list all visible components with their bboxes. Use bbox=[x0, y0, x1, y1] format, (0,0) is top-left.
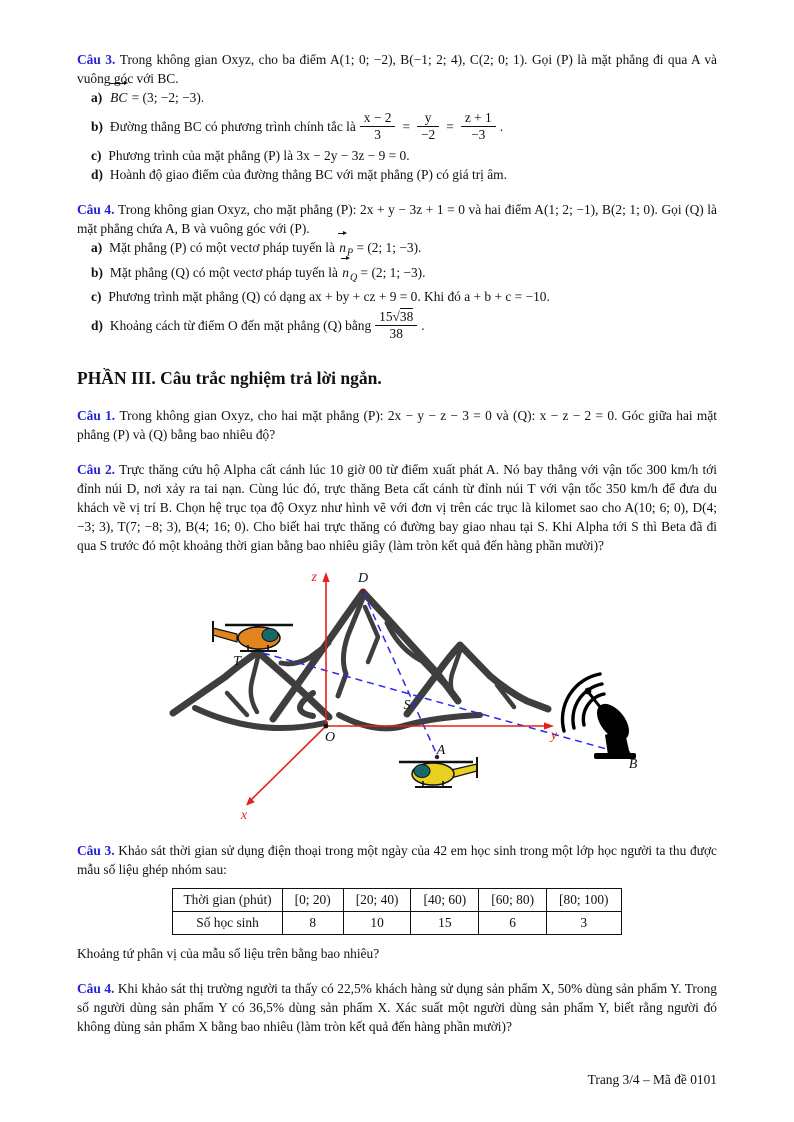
vector-arrow-icon bbox=[341, 258, 348, 259]
table-cell: 3 bbox=[547, 912, 621, 935]
question-p2-4-intro: Câu 4. Trong không gian Oxyz, cho mặt phẳng (P): 2x + y − 3z + 1 = 0 và hai điểm A(1; 2; −1), B(2; 1; 0). Gọi (Q) là mặt phẳng chứa A, B và vuông góc với (P). bbox=[77, 202, 717, 236]
item-b: b) Mặt phẳng (Q) có một vectơ pháp tuyến là $n_Q = (2$; 1; −3). bbox=[77, 263, 717, 288]
x-axis bbox=[251, 726, 326, 800]
item-c: c) Phương trình mặt phẳng (Q) có dạng ax + by + cz + 9 = 0. Khi đó a + b + c = −10. bbox=[91, 289, 550, 305]
question-p3-3: Câu 3. Khảo sát thời gian sử dụng điện thoại trong một ngày của 42 em học sinh trong một lớp học người ta thu được mẫu số liệu ghép nhóm sau: Thời gian (phút) [0; 20) [20; 40) [40; 60) [60; 80) [80; 100) Số học sinh 8 10 15 6 3 Khoảng tứ phân vị của mẫu số liệu trên bằng bao nhiêu? bbox=[77, 843, 717, 962]
vector-nP: n bbox=[338, 238, 347, 257]
table-header-cell: [0; 20) bbox=[282, 889, 343, 912]
table-row bbox=[173, 889, 621, 912]
item-a: a) Mặt phẳng (P) có một vectơ pháp tuyến là $n_P = (2$; 1; −3). bbox=[77, 238, 717, 263]
item-d: d) Khoảng cách từ điểm O đến mặt phẳng (Q) bằng $\frac{15√38}{38}$ . bbox=[91, 309, 425, 342]
item-a: a) BC = (3; −2; −3). bbox=[77, 88, 717, 107]
question-p3-2: Câu 2. Trực thăng cứu hộ Alpha cất cánh lúc 10 giờ 00 từ điểm xuất phát A. Nó bay thẳng với vận tốc 300 km/h tới đỉnh núi D, nơi xảy ra tai nạn. Cùng lúc đó, trực thăng Beta cất cánh từ đỉnh núi T với vận tốc 350 km/h để đưa du khách về vị trí B. Chọn hệ trục tọa độ Oxyz như hình vẽ với đơn vị trên các trục là kilomet sao cho A(10; 6; 0), D(4; −3; 3), T(7; −8; 3), B(4; 16; 0). Cho biết hai trực thăng có đường bay giao nhau tại S. Khi Alpha tới S thì Beta đã đi qua S trước đó một khoảng thời gian bằng bao nhiêu giây (làm tròn kết quả đến hàng phần mười)? bbox=[77, 462, 717, 554]
table-cell: 10 bbox=[343, 912, 411, 935]
vector-nQ: n bbox=[341, 263, 350, 282]
fraction-1: $\frac{x - 2}{3}$ bbox=[360, 110, 396, 143]
table-cell: 8 bbox=[282, 912, 343, 935]
question-label: Câu 3. bbox=[77, 843, 115, 859]
axis-label-z: z bbox=[311, 570, 317, 586]
question-label: Câu 2. bbox=[77, 462, 115, 478]
question-p2-3-intro: Câu 3. Trong không gian Oxyz, cho ba điểm A(1; 0; −2), B(−1; 2; 4), C(2; 0; 1). Gọi (P) là mặt phẳng đi qua A và vuông góc với BC. bbox=[77, 52, 717, 86]
vector-arrow-icon bbox=[109, 83, 126, 84]
table-cell: Số học sinh bbox=[173, 912, 282, 935]
question-p2-3 bbox=[77, 50, 717, 184]
label-O: O bbox=[324, 730, 336, 746]
flight-paths bbox=[263, 592, 628, 755]
table-header-cell: Thời gian (phút) bbox=[173, 889, 282, 912]
question-p3-4: Câu 4. Khi khảo sát thị trường người ta thấy có 22,5% khách hàng sử dụng sản phẩm X, 50% dùng sản phẩm Y. Trong số người dùng sản phẩm Y có 36,5% dùng sản phẩm X. Xác suất một người dùng sản phẩm Y, biết rằng người đó không dùng sản phẩm X bằng bao nhiêu (làm tròn kết quả đến hàng phần mười)? bbox=[77, 981, 717, 1035]
label-T: T bbox=[233, 654, 241, 670]
frequency-table bbox=[172, 888, 621, 935]
axis-label-x: x bbox=[240, 808, 248, 824]
axis-label-y: y bbox=[550, 728, 558, 744]
table-header-cell: [40; 60) bbox=[411, 889, 479, 912]
point-O bbox=[324, 724, 329, 729]
question-p2-4 bbox=[77, 200, 717, 342]
question-p3-1: Câu 1. Trong không gian Oxyz, cho hai mặt phẳng (P): 2x − y − z − 3 = 0 và (Q): x − z − 2 = 0. Góc giữa hai mặt phẳng (P) và (Q) bằng bao nhiêu độ? bbox=[77, 408, 717, 443]
question-p3-3-ask: Khoảng tứ phân vị của mẫu số liệu trên bằng bao nhiêu? bbox=[77, 946, 380, 962]
label-A: A bbox=[436, 743, 446, 759]
table-header-cell: [60; 80) bbox=[479, 889, 547, 912]
label-B: B bbox=[628, 757, 638, 773]
fraction-2: $\frac{y}{-2}$ bbox=[417, 110, 439, 143]
table-row bbox=[173, 912, 621, 935]
fraction-3: $\frac{z + 1}{-3}$ bbox=[461, 110, 496, 143]
point-D bbox=[361, 589, 366, 594]
flight-path-D-A bbox=[363, 592, 437, 755]
part3-title: PHẦN III. Câu trắc nghiệm trả lời ngắn. bbox=[77, 368, 382, 389]
table-cell: 6 bbox=[479, 912, 547, 935]
figure-svg bbox=[77, 565, 717, 833]
vector-arrow-icon bbox=[338, 233, 345, 234]
label-D: D bbox=[357, 571, 369, 587]
mountains bbox=[173, 592, 548, 728]
item-c: c) Phương trình của mặt phẳng (P) là 3x − 2y − 3z − 9 = 0. bbox=[91, 148, 410, 163]
table-cell: 15 bbox=[411, 912, 479, 935]
question-label: Câu 4. bbox=[77, 202, 115, 217]
fraction-sqrt: $\frac{15√38}{38}$ bbox=[375, 309, 417, 342]
question-label: Câu 3. bbox=[77, 52, 116, 67]
page-content bbox=[77, 50, 717, 1036]
helicopter-A-icon bbox=[399, 757, 477, 787]
table-header-cell: [80; 100) bbox=[547, 889, 621, 912]
page-footer: Trang 3/4 – Mã đề 0101 bbox=[587, 1072, 717, 1087]
vector-BC: BC bbox=[109, 88, 128, 107]
coordinate-figure bbox=[77, 565, 717, 833]
label-S: S bbox=[403, 698, 411, 714]
helicopter-T-icon bbox=[213, 621, 293, 651]
table-header-cell: [20; 40) bbox=[343, 889, 411, 912]
question-label: Câu 1. bbox=[77, 408, 116, 424]
item-b: b) Đường thẳng BC có phương trình chính tắc là $\frac{x - 2}{3}$ = $\frac{y}{-2}$ = $\frac{z + 1}{-3}$ . bbox=[91, 110, 504, 142]
question-label: Câu 4. bbox=[77, 981, 115, 997]
item-d: d) Hoành độ giao điểm của đường thẳng BC với mặt phẳng (P) có giá trị âm. bbox=[91, 167, 507, 182]
